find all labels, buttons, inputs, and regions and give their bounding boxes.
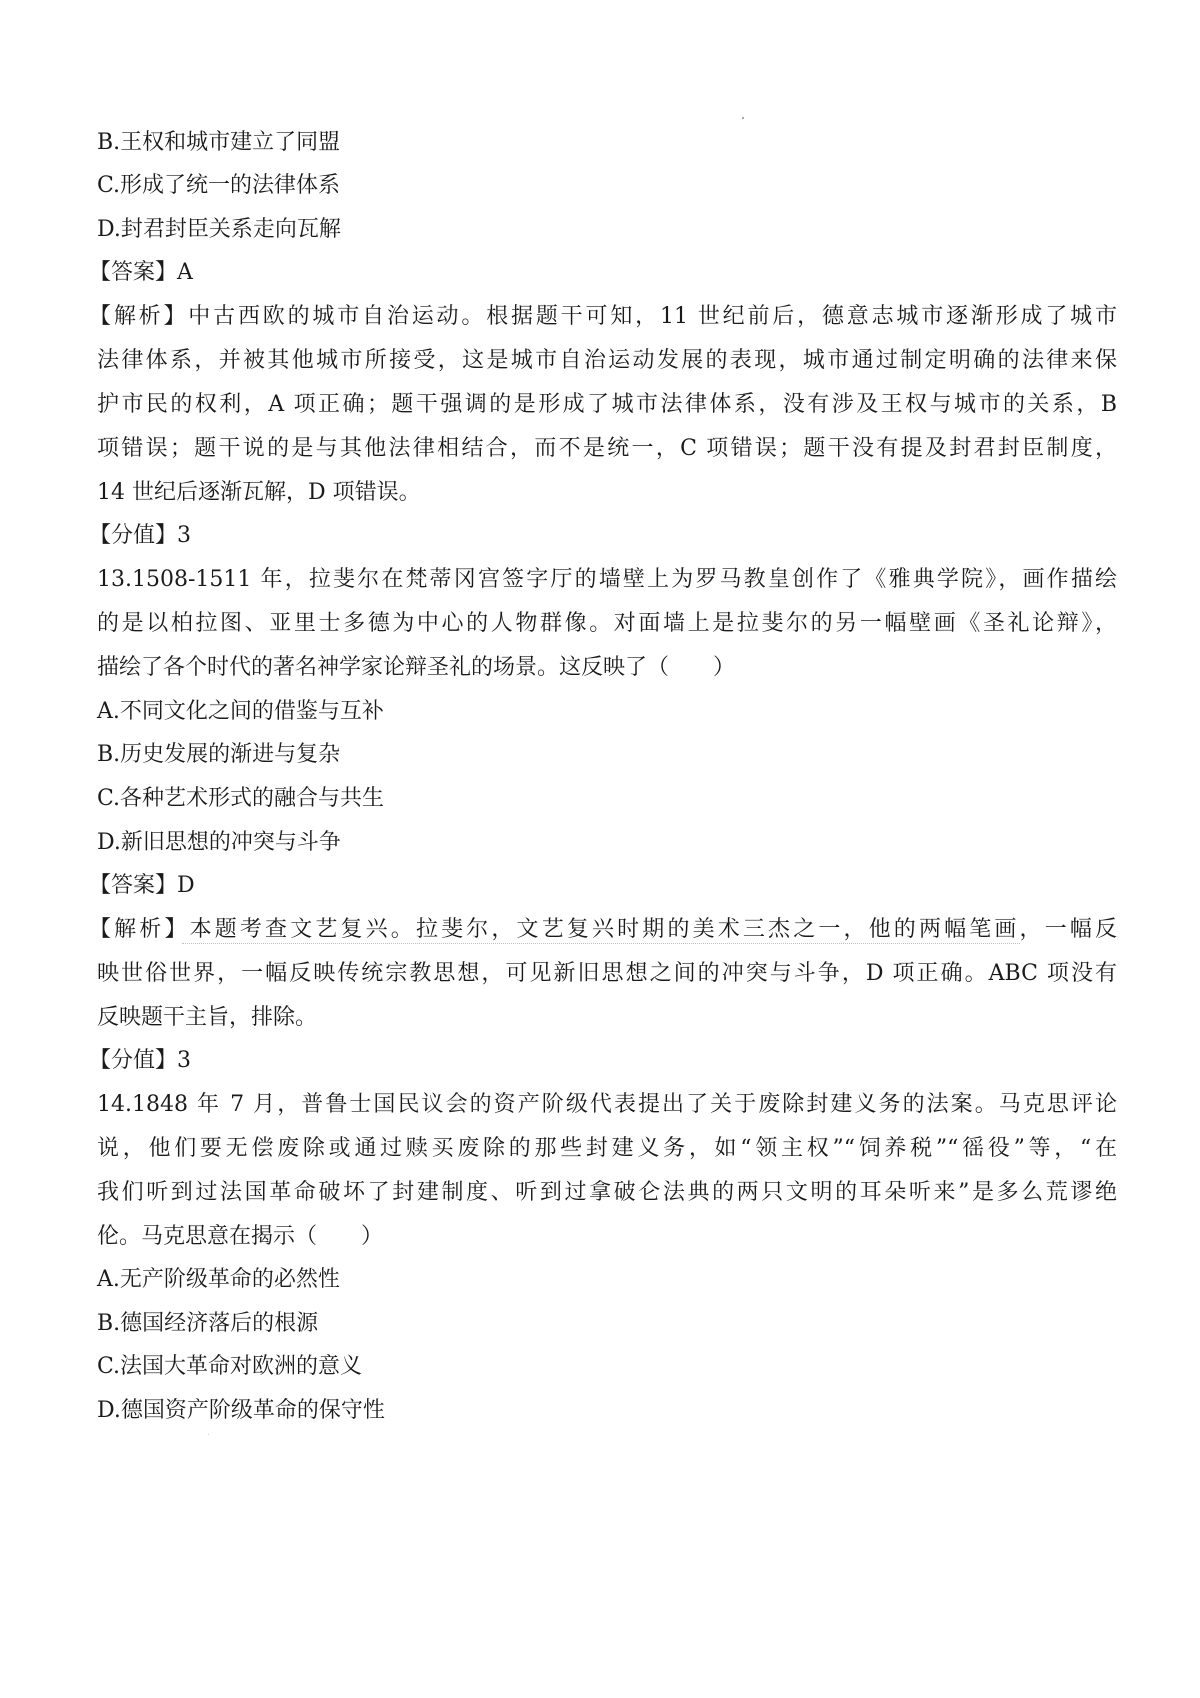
q12-analysis-line: 【解析】中古西欧的城市自治运动。根据题干可知，11 世纪前后，德意志城市逐渐形成了城市 bbox=[89, 304, 1117, 329]
q12-analysis-line: 14 世纪后逐渐瓦解，D 项错误。 bbox=[97, 480, 421, 505]
q13-option-a: A.不同文化之间的借鉴与互补 bbox=[97, 699, 384, 724]
q14-option-b: B.德国经济落后的根源 bbox=[97, 1311, 319, 1336]
annotation-underline bbox=[182, 943, 1020, 944]
q13-score: 【分值】3 bbox=[89, 1048, 191, 1073]
q12-analysis-line: 项错误；题干说的是与其他法律相结合，而不是统一，C 项错误；题干没有提及封君封臣制度， bbox=[97, 436, 1117, 461]
q13-analysis-line: 映世俗世界，一幅反映传统宗教思想，可见新旧思想之间的冲突与斗争，D 项正确。ABC 项没有 bbox=[97, 961, 1117, 986]
q12-analysis-line: 护市民的权利，A 项正确；题干强调的是形成了城市法律体系，没有涉及王权与城市的关系，B bbox=[97, 392, 1117, 417]
q12-option-d: D.封君封臣关系走向瓦解 bbox=[97, 217, 341, 242]
q14-option-d: D.德国资产阶级革命的保守性 bbox=[97, 1398, 385, 1423]
q13-option-b: B.历史发展的渐进与复杂 bbox=[97, 742, 341, 767]
q13-stem-line: 的是以柏拉图、亚里士多德为中心的人物群像。对面墙上是拉斐尔的另一幅壁画《圣礼论辩》， bbox=[97, 611, 1117, 636]
q13-stem-line: 13.1508-1511 年，拉斐尔在梵蒂冈宫签字厅的墙壁上为罗马教皇创作了《雅典学院》，画作描绘 bbox=[97, 567, 1117, 592]
q13-stem-line: 描绘了各个时代的著名神学家论辩圣礼的场景。这反映了（ ） bbox=[97, 655, 736, 680]
q12-option-c: C.形成了统一的法律体系 bbox=[97, 173, 341, 198]
q12-analysis-line: 法律体系，并被其他城市所接受，这是城市自治运动发展的表现，城市通过制定明确的法律来保 bbox=[97, 348, 1117, 373]
q14-option-a: A.无产阶级革命的必然性 bbox=[97, 1267, 340, 1292]
q12-score: 【分值】3 bbox=[89, 523, 191, 548]
q14-stem-line: 我们听到过法国革命破坏了封建制度、听到过拿破仑法典的两只文明的耳朵听来”是多么荒谬绝 bbox=[97, 1180, 1117, 1205]
q13-analysis-line: 【解析】本题考查文艺复兴。拉斐尔，文艺复兴时期的美术三杰之一，他的两幅笔画，一幅反 bbox=[89, 917, 1117, 942]
q13-option-c: C.各种艺术形式的融合与共生 bbox=[97, 786, 385, 811]
q12-option-b: B.王权和城市建立了同盟 bbox=[97, 130, 341, 155]
q14-stem-line: 说，他们要无偿废除或通过赎买废除的那些封建义务，如“领主权”“饲养税”“徭役”等，“在 bbox=[97, 1136, 1117, 1161]
scan-speck bbox=[742, 117, 744, 119]
q13-analysis-line: 反映题干主旨，排除。 bbox=[97, 1005, 318, 1030]
q14-option-c: C.法国大革命对欧洲的意义 bbox=[97, 1354, 363, 1379]
q12-answer: 【答案】A bbox=[89, 260, 193, 285]
scan-speck bbox=[208, 1434, 209, 1435]
q14-stem-line: 14.1848 年 7 月，普鲁士国民议会的资产阶级代表提出了关于废除封建义务的法案。马克思评论 bbox=[97, 1092, 1117, 1117]
q13-answer: 【答案】D bbox=[89, 873, 195, 898]
q13-option-d: D.新旧思想的冲突与斗争 bbox=[97, 830, 341, 855]
q14-stem-line: 伦。马克思意在揭示（ ） bbox=[97, 1224, 384, 1249]
